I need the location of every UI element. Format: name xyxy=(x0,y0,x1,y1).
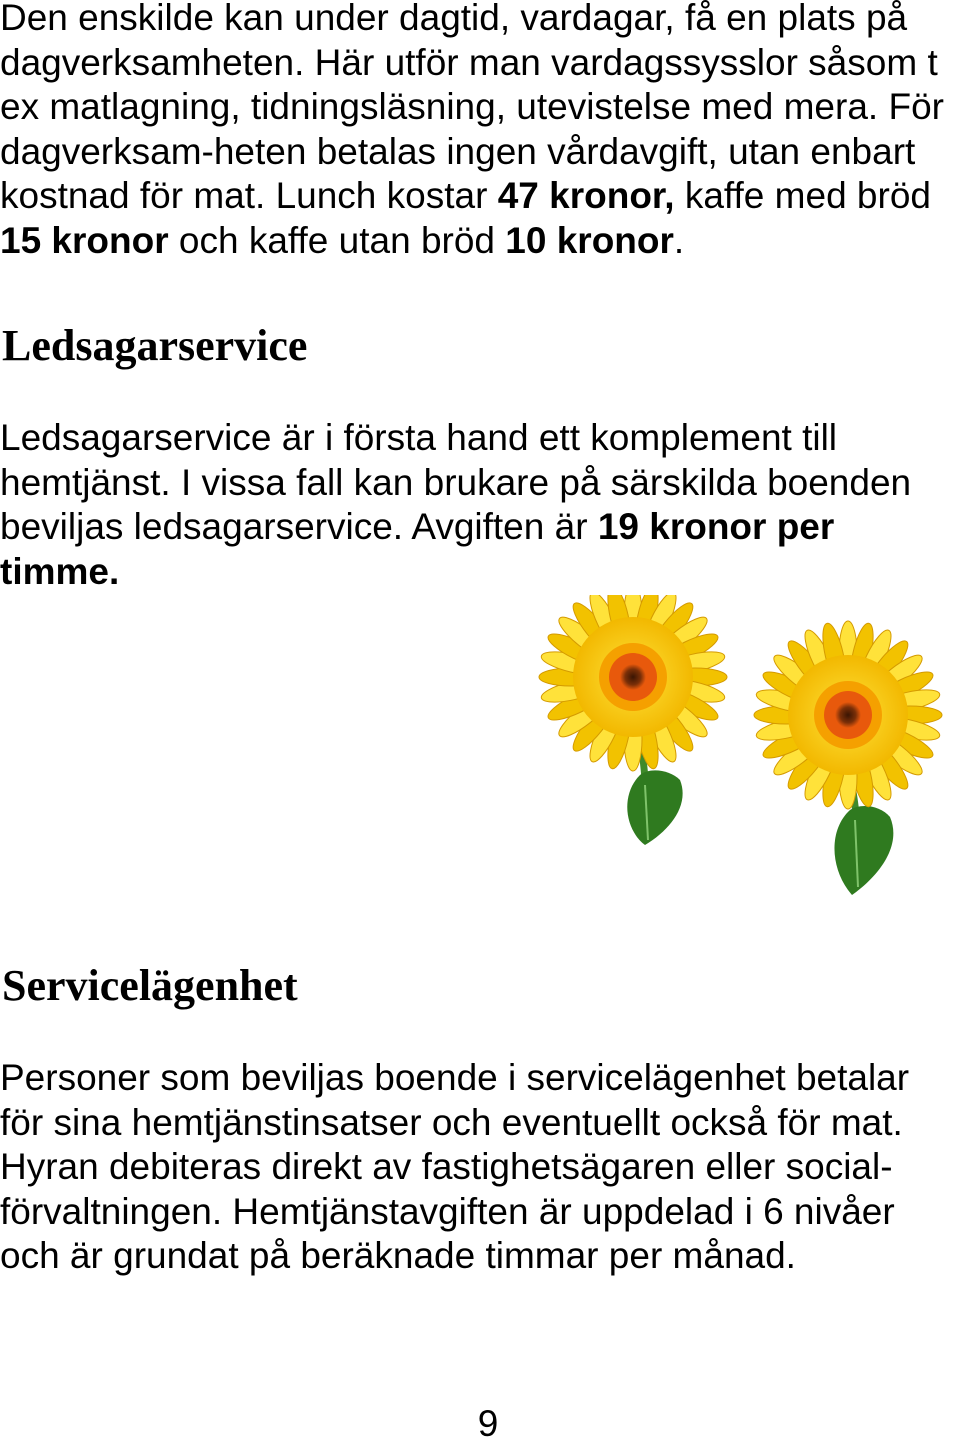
ledsagarservice-paragraph: Ledsagarservice är i första hand ett komplement till hemtjänst. I vissa fall kan brukare på särskilda boenden beviljas ledsagarservice. Avgiften är 19 kronor per timme. xyxy=(0,417,912,592)
servicelagenhet-heading: Servicelägenhet xyxy=(2,961,298,1010)
lunch-price: 47 kronor, xyxy=(497,175,675,216)
ledsagarservice-heading: Ledsagarservice xyxy=(2,321,308,370)
servicelagenhet-paragraph: Personer som beviljas boende i servicelägenhet betalar för sina hemtjänstinsatser och eventuellt också för mat. Hyran debiteras direkt av fastighetsägaren eller social-förvaltningen. Hemtjänstavgiften är uppdelad i 6 nivåer och är grundat på beräknade timmar per månad. xyxy=(0,1057,910,1276)
sunflower-icon xyxy=(754,621,942,895)
page-number: 9 xyxy=(477,1403,499,1444)
ledsagar-price: 19 kronor per timme. xyxy=(0,506,835,592)
coffee-bread-price: 15 kronor xyxy=(0,219,169,261)
sunflowers-illustration xyxy=(530,595,960,915)
coffee-price: 10 kronor xyxy=(505,219,674,261)
dagverksamhet-paragraph: Den enskilde kan under dagtid, vardagar, få en plats på dagverksamheten. Här utför man vardagssysslor såsom t ex matlagning, tidningsläsning, utevistelse med mera. För dagverksam-heten betalas ingen vårdavgift, utan enbart kostnad för mat. Lunch kostar 47 kronor, kaffe med bröd 15 kronor och kaffe utan bröd 10 kronor. xyxy=(0,0,944,261)
sunflower-icon xyxy=(539,595,727,845)
